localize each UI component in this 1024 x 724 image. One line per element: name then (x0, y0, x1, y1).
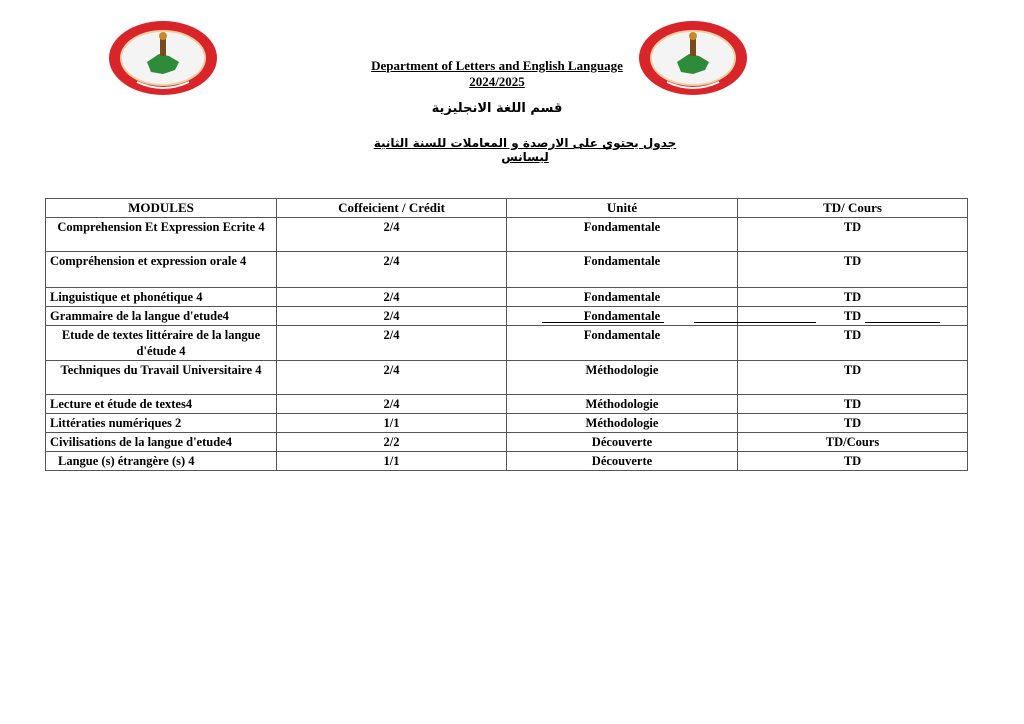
coefficient-cell: 2/4 (277, 288, 507, 307)
unit-cell: Méthodologie (507, 361, 738, 395)
td-cours-cell: TD (738, 288, 968, 307)
td-cours-cell: TD (738, 326, 968, 361)
col-header-modules: MODULES (46, 199, 277, 218)
university-logo-left (107, 18, 219, 98)
divider-line (865, 322, 940, 323)
modules-table (45, 198, 968, 471)
table-row (46, 452, 968, 471)
academic-year: 2024/2025 (469, 74, 525, 89)
table-row (46, 252, 968, 288)
unit-cell: Fondamentale (507, 288, 738, 307)
divider-line (694, 322, 816, 323)
table-row (46, 218, 968, 252)
module-cell: Comprehension Et Expression Ecrite 4 (46, 218, 277, 252)
unit-cell: Fondamentale (507, 218, 738, 252)
divider-line (542, 322, 664, 323)
department-title: Department of Letters and English Language (371, 58, 623, 73)
unit-cell: Méthodologie (507, 414, 738, 433)
col-header-coefficient: Coffeicient / Crédit (277, 199, 507, 218)
module-cell: Civilisations de la langue d'etude4 (46, 433, 277, 452)
td-cours-cell: TD (738, 414, 968, 433)
unit-cell: Fondamentale (507, 307, 738, 326)
arabic-department-title: قسم اللغة الانجليزية (431, 101, 563, 116)
col-header-unit: Unité (507, 199, 738, 218)
unit-cell: Découverte (507, 433, 738, 452)
table-row (46, 395, 968, 414)
table-row (46, 307, 968, 326)
td-cours-cell: TD (738, 218, 968, 252)
module-cell: Littératies numériques 2 (46, 414, 277, 433)
table-header-row (46, 199, 968, 218)
module-cell: Grammaire de la langue d'etude4 (46, 307, 277, 326)
coefficient-cell: 2/4 (277, 252, 507, 288)
unit-cell: Découverte (507, 452, 738, 471)
coefficient-cell: 2/4 (277, 361, 507, 395)
module-cell: Lecture et étude de textes4 (46, 395, 277, 414)
coefficient-cell: 1/1 (277, 414, 507, 433)
td-cours-cell: TD/Cours (738, 433, 968, 452)
module-cell: Linguistique et phonétique 4 (46, 288, 277, 307)
coefficient-cell: 2/4 (277, 307, 507, 326)
module-cell: Techniques du Travail Universitaire 4 (46, 361, 277, 395)
coefficient-cell: 1/1 (277, 452, 507, 471)
table-row (46, 433, 968, 452)
table-row (46, 326, 968, 361)
coefficient-cell: 2/4 (277, 218, 507, 252)
td-cours-cell: TD (738, 361, 968, 395)
coefficient-cell: 2/4 (277, 326, 507, 361)
table-row (46, 361, 968, 395)
coefficient-cell: 2/4 (277, 395, 507, 414)
td-cours-cell: TD (738, 395, 968, 414)
table-row (46, 414, 968, 433)
table-row (46, 288, 968, 307)
unit-cell: Fondamentale (507, 326, 738, 361)
module-cell: Etude de textes littéraire de la langue d'étude 4 (46, 326, 277, 361)
td-cours-cell: TD (738, 252, 968, 288)
module-cell: Compréhension et expression orale 4 (46, 252, 277, 288)
coefficient-cell: 2/2 (277, 433, 507, 452)
td-cours-cell: TD (738, 452, 968, 471)
unit-cell: Fondamentale (507, 252, 738, 288)
module-cell: Langue (s) étrangère (s) 4 (46, 452, 277, 471)
td-cours-cell: TD (738, 307, 968, 326)
col-header-td-cours: TD/ Cours (738, 199, 968, 218)
arabic-table-title: جدول يحتوي على الارصدة و المعاملات للسنة الثانية ليسانس (373, 136, 677, 164)
unit-cell: Méthodologie (507, 395, 738, 414)
